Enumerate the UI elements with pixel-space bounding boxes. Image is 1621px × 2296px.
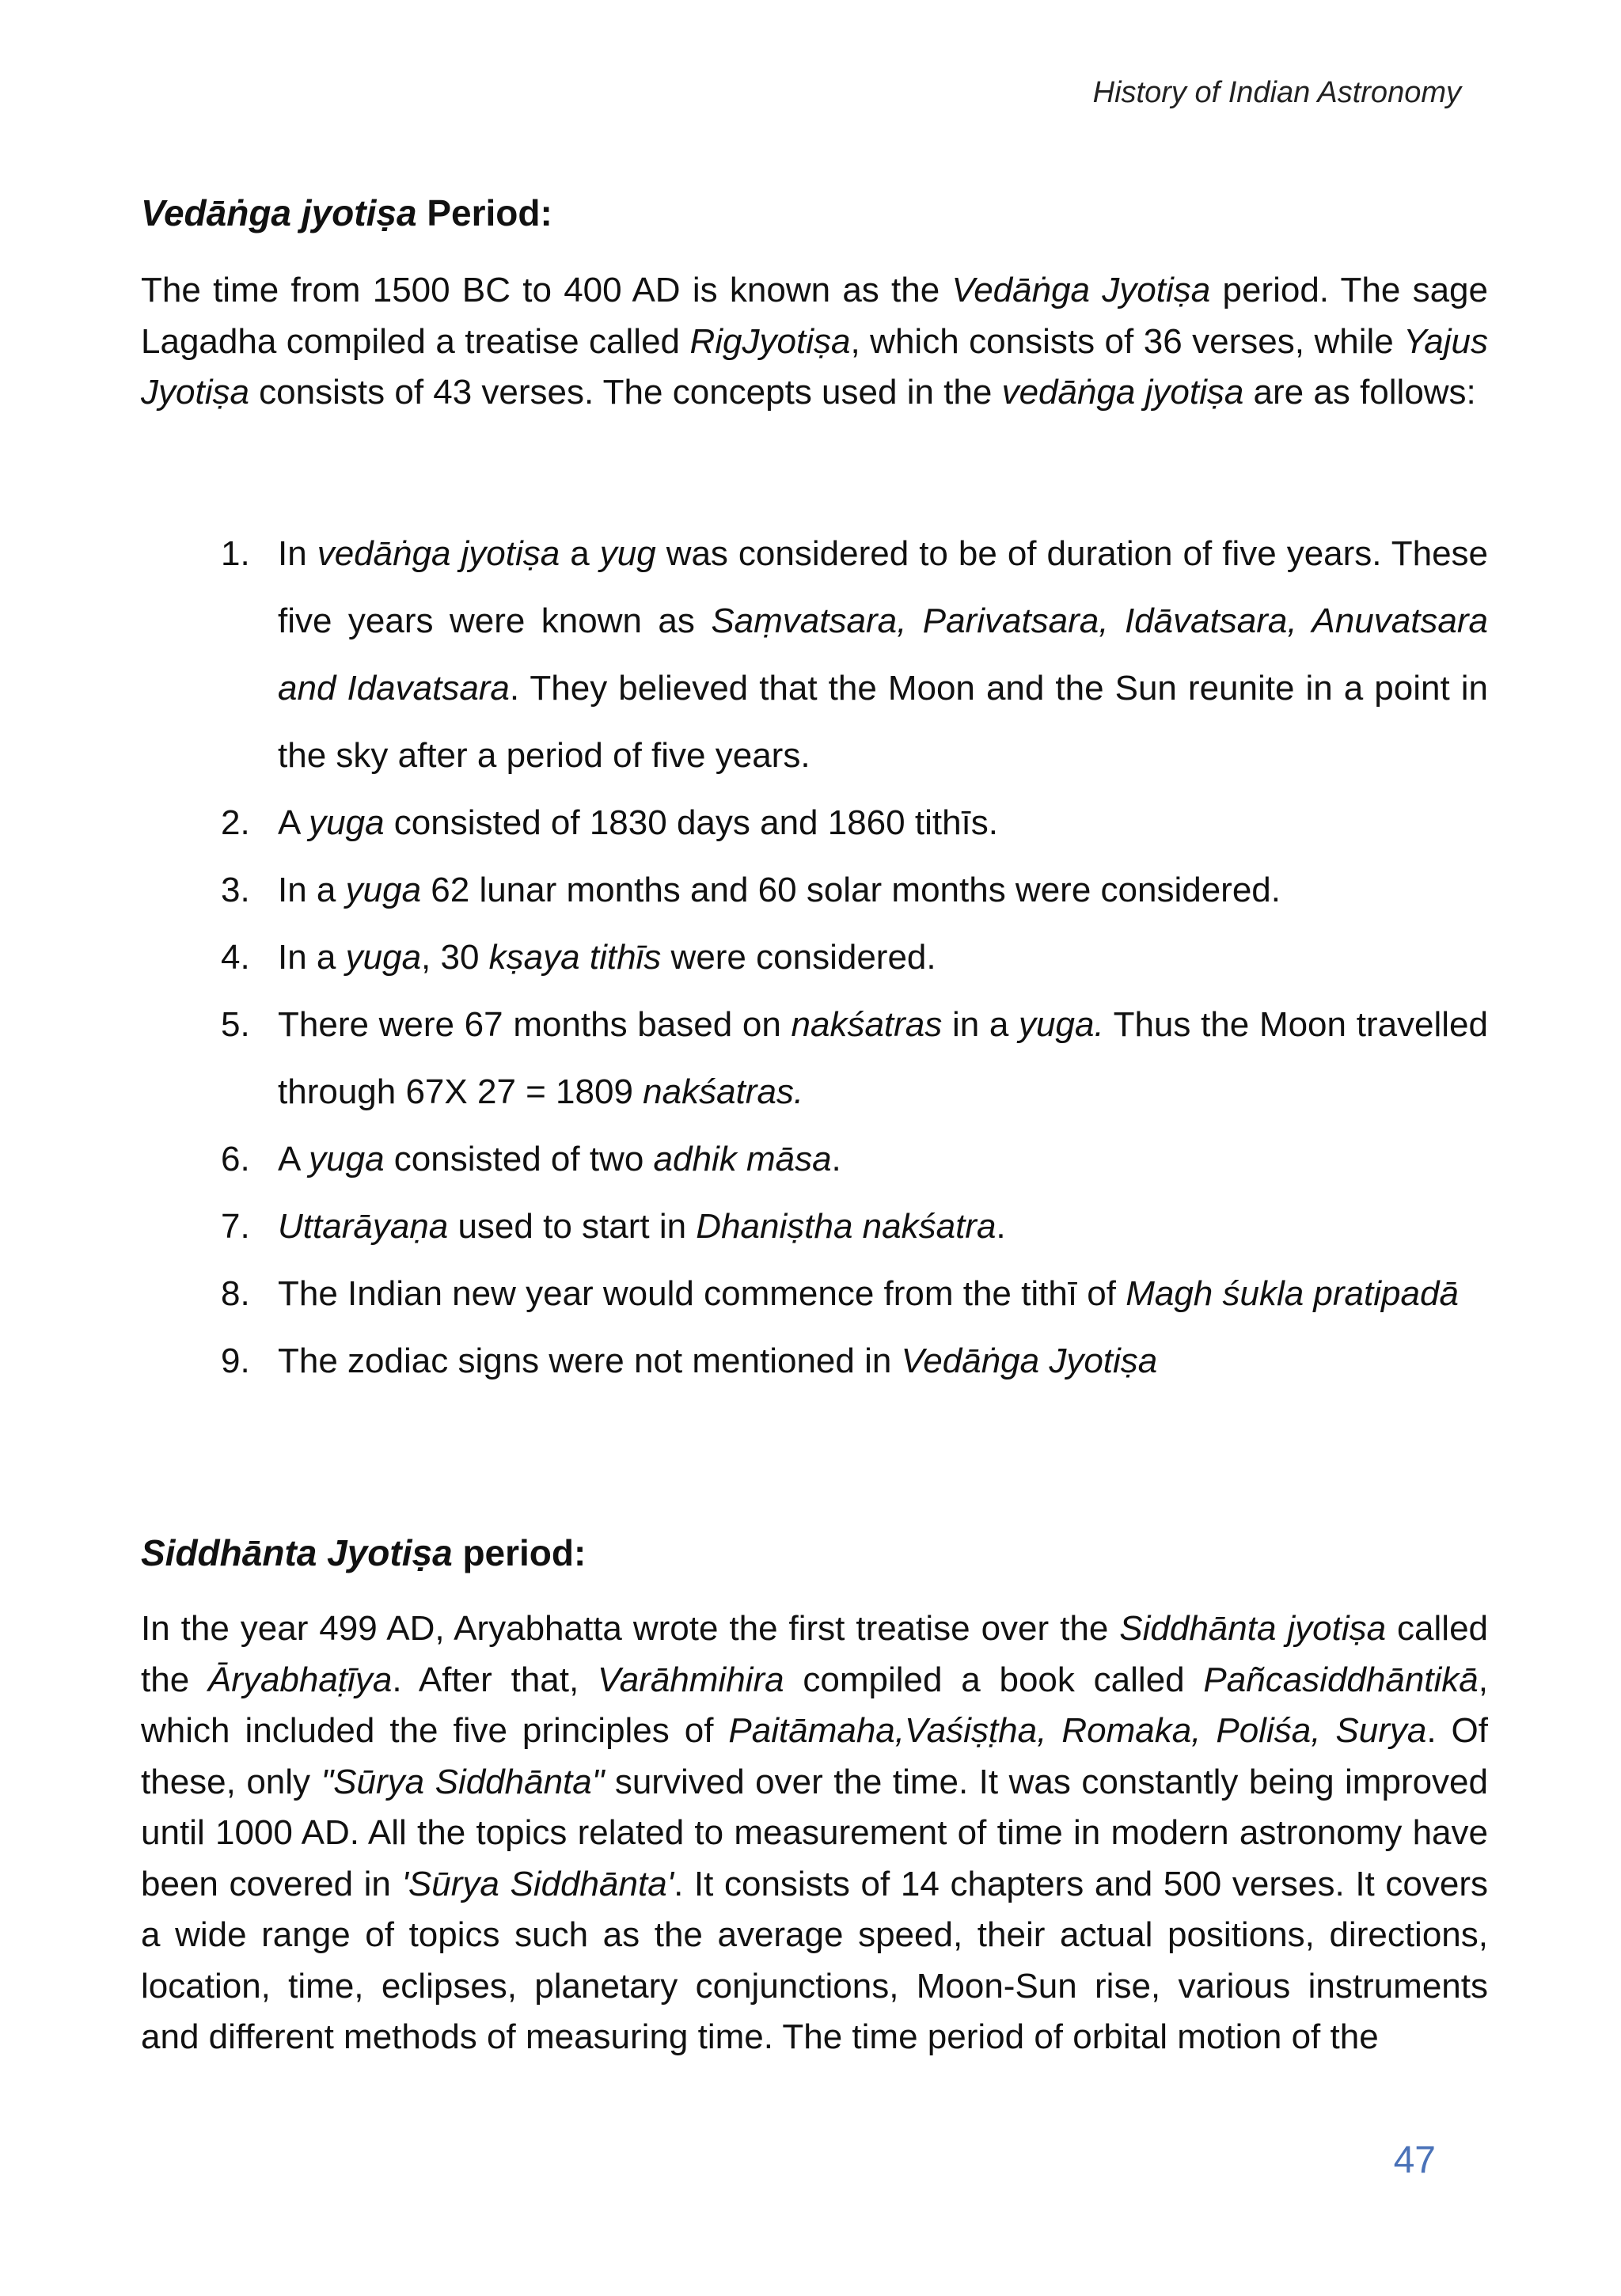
text-run-italic: kṣaya tithīs [488, 938, 662, 977]
text-run: , which consists of 36 verses, while [850, 321, 1404, 361]
text-run: Thus the Moon travelled through 67X 27 = 1809 [278, 1005, 1489, 1111]
text-run: The Indian new year would commence from the tithī of [278, 1274, 1126, 1313]
list-number: 3. [221, 871, 250, 909]
list-number: 4. [221, 938, 250, 977]
heading-rest: period: [462, 1532, 587, 1573]
text-run: were considered. [661, 938, 936, 977]
heading-rest: Period: [427, 192, 552, 233]
list-number: 5. [221, 1005, 250, 1044]
text-run-italic: Vedāṅga Jyotiṣa [901, 1342, 1158, 1380]
text-run: consists of 43 verses. The concepts used in the [249, 373, 1002, 412]
text-run-italic: adhik māsa [653, 1140, 832, 1178]
text-run-italic: Varāhmihira [598, 1660, 784, 1699]
page-number: 47 [1393, 2139, 1436, 2181]
list-item [141, 1327, 1488, 1395]
list-item [141, 1193, 1488, 1260]
text-run-italic: Pañcasiddhāntikā [1203, 1660, 1479, 1699]
text-run-italic: Paitāmaha,Vaśiṣṭha, Romaka, Poliśa, Surya [728, 1711, 1427, 1750]
list-number: 9. [221, 1342, 250, 1380]
list-item [141, 991, 1488, 1125]
text-run-italic: yug [599, 534, 656, 573]
text-run: A [278, 1140, 309, 1178]
text-run-italic: "Sūrya Siddhānta" [321, 1762, 605, 1801]
text-run: , 30 [421, 938, 489, 977]
text-run-italic: 'Sūrya Siddhānta' [401, 1864, 674, 1903]
text-run: There were 67 months based on [278, 1005, 792, 1044]
text-run: In [278, 534, 317, 573]
text-run: compiled a book called [784, 1660, 1204, 1699]
list-item [141, 520, 1488, 789]
text-run: called the [141, 1609, 1489, 1699]
text-run: . [831, 1140, 841, 1178]
section-heading-siddhanta [141, 1531, 586, 1574]
text-run-italic: Vedāṅga Jyotiṣa [951, 271, 1211, 309]
text-run: period. The sage Lagadha compiled a treatise called [141, 271, 1488, 361]
list-number: 2. [221, 803, 250, 842]
text-run-italic: yuga [345, 938, 422, 977]
section-heading-vedanga [141, 192, 552, 234]
list-number: 1. [221, 534, 250, 573]
vedanga-concepts-list [141, 520, 1488, 1395]
text-run: . [996, 1207, 1006, 1246]
text-run: was considered to be of duration of five years. These five years were known as [278, 534, 1489, 640]
text-run-italic: nakśatras [791, 1005, 943, 1044]
text-run-italic: yuga [309, 1140, 385, 1178]
text-run-italic: Magh śukla pratipadā [1126, 1274, 1459, 1313]
text-run: A [278, 803, 309, 842]
text-run: In the year 499 AD, Aryabhatta wrote the first treatise over the [141, 1609, 1120, 1648]
text-run: used to start in [448, 1207, 697, 1246]
text-run: . It consists of 14 chapters and 500 verses. It covers a wide range of topics such as the average speed, their actual positions, directions, location, time, eclipses, planetary conjunctions, Moon-Sun rise, various instruments and different methods of measuring time. The time period of orbital motion of the [141, 1864, 1488, 2056]
heading-italic: Siddhānta Jyotiṣa [141, 1532, 453, 1573]
text-run-italic: Siddhānta jyotiṣa [1119, 1609, 1387, 1648]
text-run: , which included the five principles of [141, 1660, 1489, 1750]
text-run-italic: nakśatras. [643, 1072, 804, 1111]
list-item [141, 856, 1488, 924]
text-run-italic: Saṃvatsara, Parivatsara, Idāvatsara, Anuvatsara and Idavatsara [278, 602, 1489, 708]
running-header: History of Indian Astronomy [1092, 76, 1461, 109]
text-run: . They believed that the Moon and the Sun reunite in a point in the sky after a period of five years. [278, 669, 1488, 775]
text-run: are as follows: [1243, 373, 1476, 412]
text-run-italic: RigJyotiṣa [689, 321, 851, 361]
text-run: a [560, 534, 600, 573]
text-run-italic: yuga [345, 871, 422, 909]
text-run: . After that, [392, 1660, 598, 1699]
list-number: 6. [221, 1140, 250, 1178]
text-run-italic: Dhaniṣtha nakśatra [696, 1207, 997, 1246]
list-number: 8. [221, 1274, 250, 1313]
text-run: In a [278, 938, 346, 977]
heading-italic: Vedāṅga jyotiṣa [141, 192, 417, 233]
text-run: The zodiac signs were not mentioned in [278, 1342, 902, 1380]
text-run: The time from 1500 BC to 400 AD is known as the [141, 271, 952, 309]
text-run: . Of these, only [141, 1711, 1488, 1801]
text-run: survived over the time. It was constantly being improved until 1000 AD. All the topics related to measurement of time in modern astronomy have been covered in [141, 1762, 1488, 1903]
vedanga-intro-paragraph [141, 265, 1488, 419]
text-run: consisted of 1830 days and 1860 tithīs. [384, 803, 998, 842]
text-run-italic: Uttarāyaṇa [278, 1207, 449, 1246]
list-item [141, 1125, 1488, 1193]
text-run-italic: vedāṅga jyotiṣa [317, 534, 560, 573]
text-run: consisted of two [384, 1140, 654, 1178]
list-item [141, 1260, 1488, 1327]
list-number: 7. [221, 1207, 250, 1246]
text-run: in a [942, 1005, 1019, 1044]
text-run: In a [278, 871, 346, 909]
text-run-italic: yuga. [1019, 1005, 1104, 1044]
text-run-italic: Yajus Jyotiṣa [141, 321, 1489, 412]
text-run: 62 lunar months and 60 solar months were considered. [421, 871, 1281, 909]
siddhanta-body-paragraph [141, 1603, 1488, 2063]
list-item [141, 924, 1488, 991]
text-run-italic: Āryabhaṭīya [207, 1660, 393, 1699]
text-run-italic: vedāṅga jyotiṣa [1001, 373, 1244, 412]
list-item [141, 789, 1488, 856]
text-run-italic: yuga [309, 803, 385, 842]
